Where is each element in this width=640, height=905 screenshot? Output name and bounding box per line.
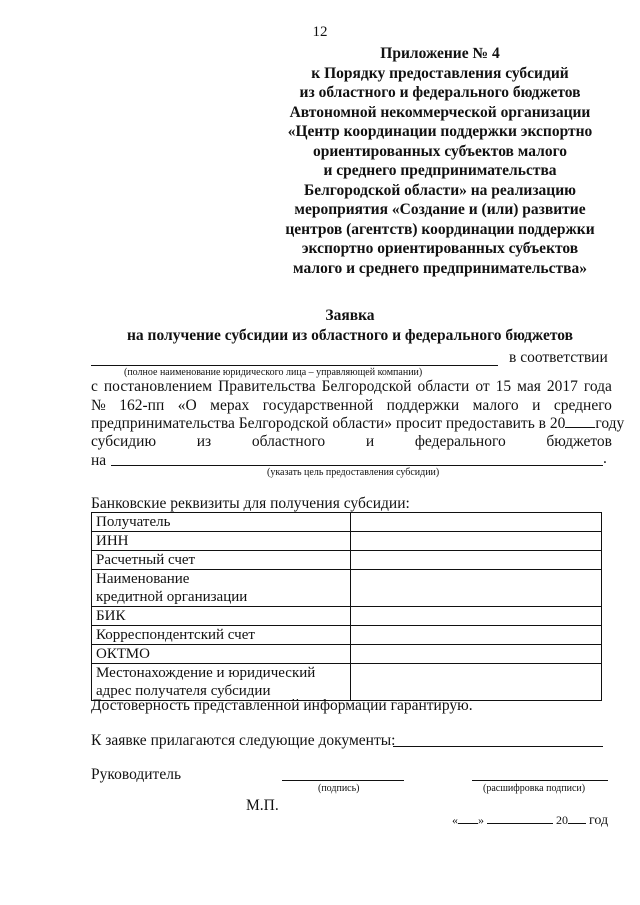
head-label: Руководитель <box>91 766 182 783</box>
appendix-line: Белгородской области» на реализацию <box>303 181 576 199</box>
purpose-caption: (указать цель предоставления субсидии) <box>267 467 440 478</box>
body-word: поддержки <box>386 397 460 414</box>
row-label-line: Получатель <box>96 514 171 530</box>
row-value-field[interactable] <box>351 626 602 645</box>
date-year-field[interactable] <box>568 813 586 824</box>
body-word: федерального <box>414 433 506 450</box>
appendix-line: ориентированных субъектов малого <box>313 142 567 160</box>
date-year-prefix: 20 <box>556 813 568 827</box>
body-word: области <box>417 378 470 395</box>
name-decode-caption: (расшифровка подписи) <box>483 783 586 794</box>
row-value-field[interactable] <box>351 570 602 607</box>
appendix-line: «Центр координации поддержки экспортно <box>287 123 593 140</box>
date-quote-close: » <box>478 813 484 827</box>
row-label-line: БИК <box>96 608 126 624</box>
application-subtitle: на получение субсидии из областного и федерального бюджетов <box>126 327 573 344</box>
appendix-line: центров (агентств) координации поддержки <box>285 220 595 238</box>
row-label-line: Корреспондентский счет <box>96 627 255 643</box>
body-word: «О <box>177 397 197 414</box>
body-word: с <box>91 378 98 395</box>
row-value-field[interactable] <box>351 607 602 626</box>
body-line-5-prefix: на <box>91 452 107 469</box>
year-field[interactable] <box>565 415 595 428</box>
appendix-line: к Порядку предоставления субсидий <box>311 64 569 82</box>
row-value-field[interactable] <box>351 664 602 701</box>
table-row <box>92 513 602 532</box>
appendix-line: Автономной некоммерческой организации <box>289 103 591 121</box>
table-row <box>92 570 602 607</box>
body-word: среднего <box>553 397 612 414</box>
body-word: мая <box>517 378 541 395</box>
row-label-line: адрес получателя субсидии <box>96 683 271 699</box>
row-label <box>92 551 351 570</box>
date-day-field[interactable] <box>458 813 478 824</box>
table-row <box>92 664 602 701</box>
guarantee-text: Достоверность представленной информации гарантирую. <box>91 697 473 714</box>
bank-heading: Банковские реквизиты для получения субсидии: <box>91 495 410 512</box>
body-word: от <box>475 378 490 395</box>
name-decode-field[interactable] <box>472 780 608 781</box>
body-word: 15 <box>495 378 512 395</box>
row-value-field[interactable] <box>351 645 602 664</box>
appendix-line: экспортно ориентированных субъектов <box>301 240 579 257</box>
company-name-field[interactable] <box>91 365 498 366</box>
date-block <box>452 813 608 829</box>
page-number: 12 <box>312 24 328 40</box>
body-word: Правительства <box>218 378 316 395</box>
body-word: Белгородской <box>321 378 412 395</box>
table-row <box>92 626 602 645</box>
company-name-caption: (полное наименование юридического лица – управляющей компании) <box>124 367 423 378</box>
body-word: бюджетов <box>546 433 612 450</box>
application-title-block <box>0 306 640 346</box>
row-label <box>92 513 351 532</box>
attached-documents-label: К заявке прилагаются следующие документы: <box>91 732 396 749</box>
signature-caption: (подпись) <box>318 783 360 794</box>
appendix-line: малого и среднего предпринимательства» <box>293 259 587 277</box>
row-label-line: ИНН <box>96 533 129 549</box>
body-word: субсидию <box>91 433 157 450</box>
row-value-field[interactable] <box>351 551 602 570</box>
row-label <box>92 532 351 551</box>
table-row <box>92 532 602 551</box>
row-label-line: ОКТМО <box>96 646 150 662</box>
body-word: областного <box>251 433 326 450</box>
body-line-4 <box>91 433 612 451</box>
body-word: года <box>583 378 612 395</box>
appendix-line: из областного и федерального бюджетов <box>299 84 581 101</box>
body-line-1 <box>91 378 612 396</box>
body-line-2 <box>91 397 612 415</box>
body-line-3 <box>91 415 624 433</box>
body-word: № <box>91 397 106 414</box>
body-line-3-year: году <box>595 415 625 432</box>
stamp-label: М.П. <box>246 797 279 814</box>
appendix-header <box>230 44 640 278</box>
row-label <box>92 664 351 701</box>
signature-field[interactable] <box>282 780 404 781</box>
body-word: государственной <box>262 397 374 414</box>
body-word: постановлением <box>103 378 213 395</box>
bank-details-table <box>91 512 602 701</box>
row-label <box>92 626 351 645</box>
date-month-field[interactable] <box>487 813 553 824</box>
body-word: мерах <box>210 397 250 414</box>
body-word: из <box>196 433 212 450</box>
row-label-line: кредитной организации <box>96 589 248 605</box>
row-value-field[interactable] <box>351 532 602 551</box>
body-word: 162-пп <box>119 397 165 414</box>
row-label <box>92 570 351 607</box>
row-label <box>92 607 351 626</box>
row-label <box>92 645 351 664</box>
body-word: малого <box>472 397 519 414</box>
purpose-field[interactable] <box>111 465 603 466</box>
date-quote-open: « <box>452 813 458 827</box>
row-label-line: Местонахождение и юридический <box>96 665 316 681</box>
appendix-line: Приложение № 4 <box>380 45 500 62</box>
appendix-line: и среднего предпринимательства <box>323 162 557 179</box>
row-value-field[interactable] <box>351 513 602 532</box>
in-accordance-text: в соответствии <box>509 349 608 366</box>
attached-documents-field[interactable] <box>393 746 603 747</box>
table-row <box>92 607 602 626</box>
appendix-line: мероприятия «Создание и (или) развитие <box>294 201 586 218</box>
table-row <box>92 551 602 570</box>
application-title: Заявка <box>325 307 375 324</box>
body-word: 2017 <box>546 378 578 395</box>
row-label-line: Наименование <box>96 571 190 587</box>
body-word: и <box>365 433 375 450</box>
date-year-word: год <box>589 813 609 828</box>
row-label-line: Расчетный счет <box>96 552 196 568</box>
body-line-3-text: предпринимательства Белгородской области» просит предоставить в 20 <box>91 415 566 432</box>
body-word: и <box>532 397 541 414</box>
body-line-5-end: . <box>603 450 607 467</box>
table-row <box>92 645 602 664</box>
